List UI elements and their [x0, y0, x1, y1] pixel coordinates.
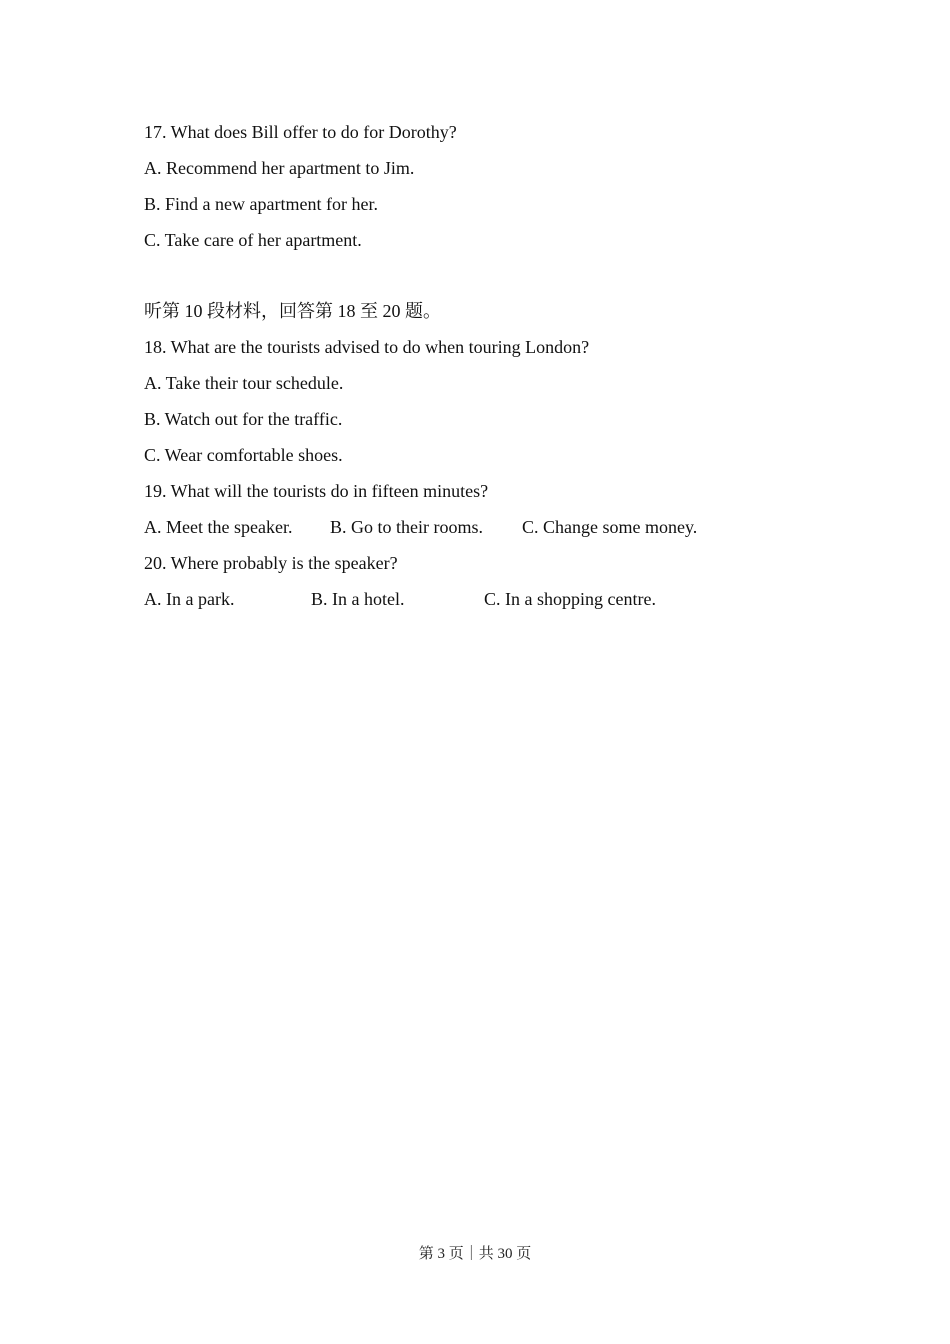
- question-20-option-c: C. In a shopping centre.: [484, 589, 656, 609]
- question-18-option-a: A. Take their tour schedule.: [144, 373, 344, 393]
- question-19-option-a: A. Meet the speaker.: [144, 517, 293, 537]
- question-18: 18. What are the tourists advised to do when touring London?: [144, 337, 590, 357]
- question-17-option-b: B. Find a new apartment for her.: [144, 194, 378, 214]
- question-19-option-c: C. Change some money.: [522, 517, 698, 537]
- question-18-option-b: B. Watch out for the traffic.: [144, 409, 343, 429]
- page-footer: 第 3 页｜共 30 页: [418, 1246, 532, 1262]
- question-19: 19. What will the tourists do in fifteen minutes?: [144, 481, 489, 501]
- question-20: 20. Where probably is the speaker?: [144, 553, 398, 573]
- question-20-option-a: A. In a park.: [144, 589, 235, 609]
- page-content: [144, 114, 824, 617]
- question-19-option-b: B. Go to their rooms.: [330, 517, 483, 537]
- question-18-option-c: C. Wear comfortable shoes.: [144, 445, 343, 465]
- section-gap: [144, 258, 824, 293]
- question-17-option-a: A. Recommend her apartment to Jim.: [144, 158, 415, 178]
- question-17-option-c: C. Take care of her apartment.: [144, 230, 362, 250]
- question-19-options: [144, 509, 824, 545]
- question-20-options: [144, 581, 824, 617]
- question-17: 17. What does Bill offer to do for Dorothy?: [144, 122, 457, 142]
- question-20-option-b: B. In a hotel.: [311, 589, 405, 609]
- section-instruction: 听第 10 段材料，回答第 18 至 20 题。: [144, 301, 441, 321]
